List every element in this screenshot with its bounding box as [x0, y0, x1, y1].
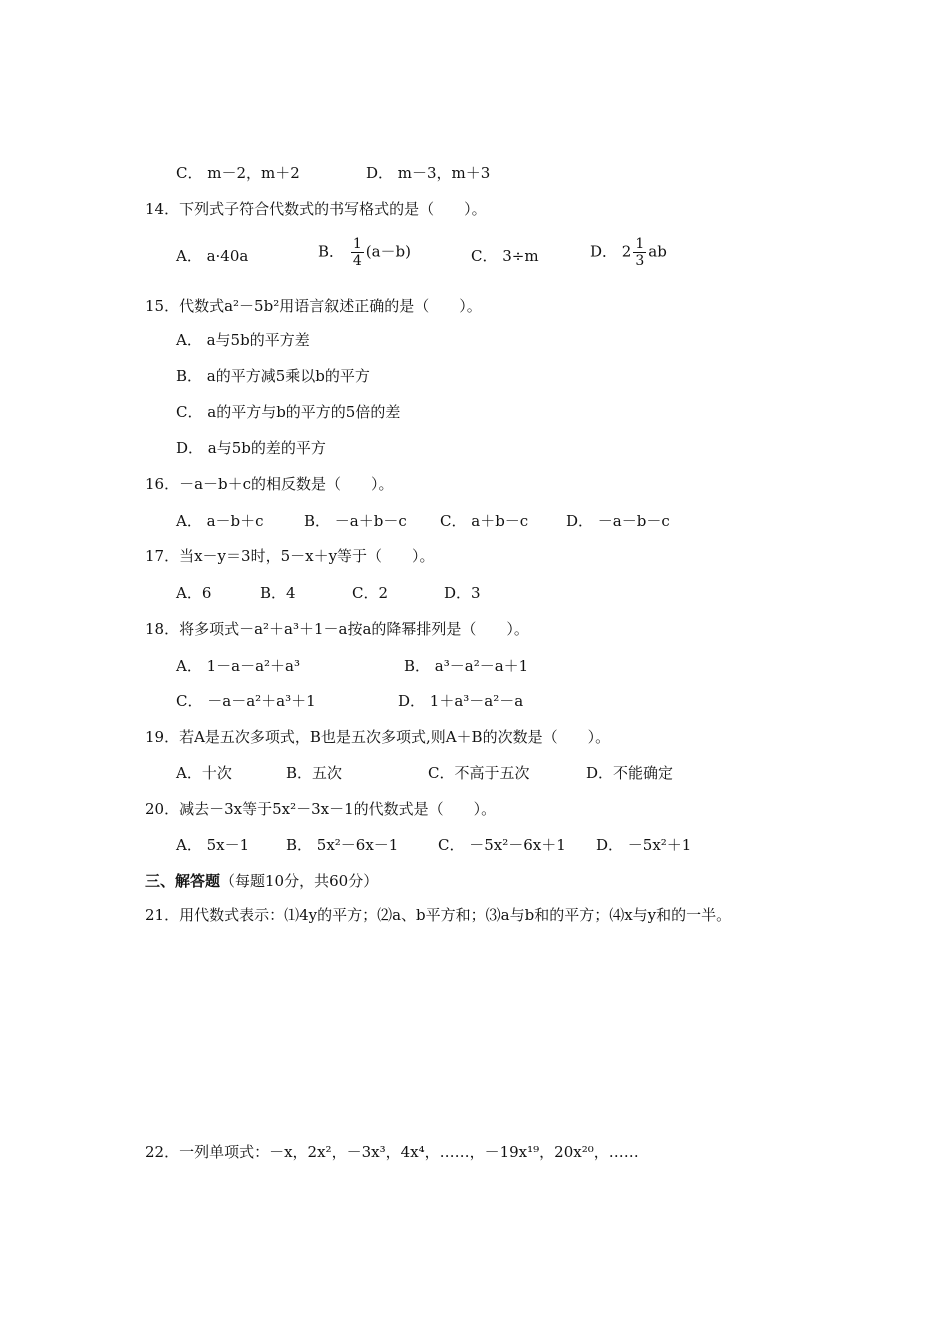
- q20-option-c: C． －5x²－6x＋1: [438, 836, 566, 854]
- q14-option-b-label: B．: [318, 242, 345, 261]
- fraction-denominator: 4: [352, 253, 362, 269]
- q14-option-c: C． 3÷m: [471, 247, 539, 265]
- q18-option-d: D． 1＋a³－a²－a: [398, 692, 524, 710]
- q17-option-c: C．2: [352, 584, 389, 602]
- q15-option-b: B． a的平方减5乘以b的平方: [176, 367, 370, 385]
- fraction-numerator: 1: [635, 236, 645, 252]
- q20-option-a: A． 5x－1: [176, 836, 250, 854]
- q15-option-d: D． a与5b的差的平方: [176, 439, 326, 457]
- q14-stem: 14．下列式子符合代数式的书写格式的是（ ）。: [145, 200, 487, 218]
- q14-option-b: [318, 236, 411, 269]
- q14-option-b-fraction: [351, 236, 364, 269]
- section-note: （每题10分，共60分）: [220, 872, 379, 890]
- q20-option-d: D． －5x²＋1: [596, 836, 692, 854]
- q19-option-d: D．不能确定: [586, 764, 674, 782]
- q14-option-b-rest: (a－b): [365, 242, 411, 261]
- q20-stem: 20．减去－3x等于5x²－3x－1的代数式是（ ）。: [145, 800, 497, 818]
- q20-option-b: B． 5x²－6x－1: [286, 836, 399, 854]
- q18-option-a: A． 1－a－a²＋a³: [176, 657, 300, 675]
- q17-stem: 17．当x－y＝3时，5－x＋y等于（ ）。: [145, 547, 435, 565]
- q16-option-c: C． a＋b－c: [440, 512, 529, 530]
- q14-option-d: [590, 236, 667, 269]
- section-title: 三、解答题: [145, 872, 221, 890]
- q16-stem: 16．－a－b＋c的相反数是（ ）。: [145, 475, 394, 493]
- q14-option-d-rest: ab: [648, 242, 667, 261]
- q18-option-b: B． a³－a²－a＋1: [404, 657, 529, 675]
- q13-option-c: C． m－2，m＋2: [176, 164, 300, 182]
- q15-option-a: A． a与5b的平方差: [176, 331, 310, 349]
- q16-option-b: B． －a＋b－c: [304, 512, 407, 530]
- q19-option-a: A．十次: [176, 764, 232, 782]
- q17-option-d: D．3: [444, 584, 481, 602]
- q16-option-a: A． a－b＋c: [176, 512, 264, 530]
- q15-stem: 15．代数式a²－5b²用语言叙述正确的是（ ）。: [145, 297, 482, 315]
- fraction-numerator: 1: [352, 236, 362, 252]
- q17-option-b: B．4: [260, 584, 296, 602]
- q14-option-d-fraction: [633, 236, 646, 269]
- q14-option-a: A． a·40a: [176, 247, 249, 265]
- q22-stem: 22．一列单项式：－x，2x²，－3x³，4x⁴，……，－19x¹⁹，20x²⁰，……: [145, 1143, 639, 1161]
- q19-stem: 19．若A是五次多项式，B也是五次多项式,则A＋B的次数是（ ）。: [145, 728, 611, 746]
- q19-option-b: B．五次: [286, 764, 343, 782]
- section-heading: [145, 871, 378, 891]
- q19-option-c: C．不高于五次: [428, 764, 530, 782]
- q16-option-d: D． －a－b－c: [566, 512, 670, 530]
- q18-stem: 18．将多项式－a²＋a³＋1－a按a的降幂排列是（ ）。: [145, 620, 529, 638]
- q21-stem: 21．用代数式表示：⑴4y的平方；⑵a、b平方和；⑶a与b和的平方；⑷x与y和的一半。: [145, 906, 732, 924]
- q13-option-d: D． m－3，m＋3: [366, 164, 491, 182]
- fraction-denominator: 3: [635, 253, 645, 269]
- q17-option-a: A．6: [176, 584, 212, 602]
- q18-option-c: C． －a－a²＋a³＋1: [176, 692, 316, 710]
- q14-option-d-label: D． 2: [590, 242, 632, 261]
- q15-option-c: C． a的平方与b的平方的5倍的差: [176, 403, 401, 421]
